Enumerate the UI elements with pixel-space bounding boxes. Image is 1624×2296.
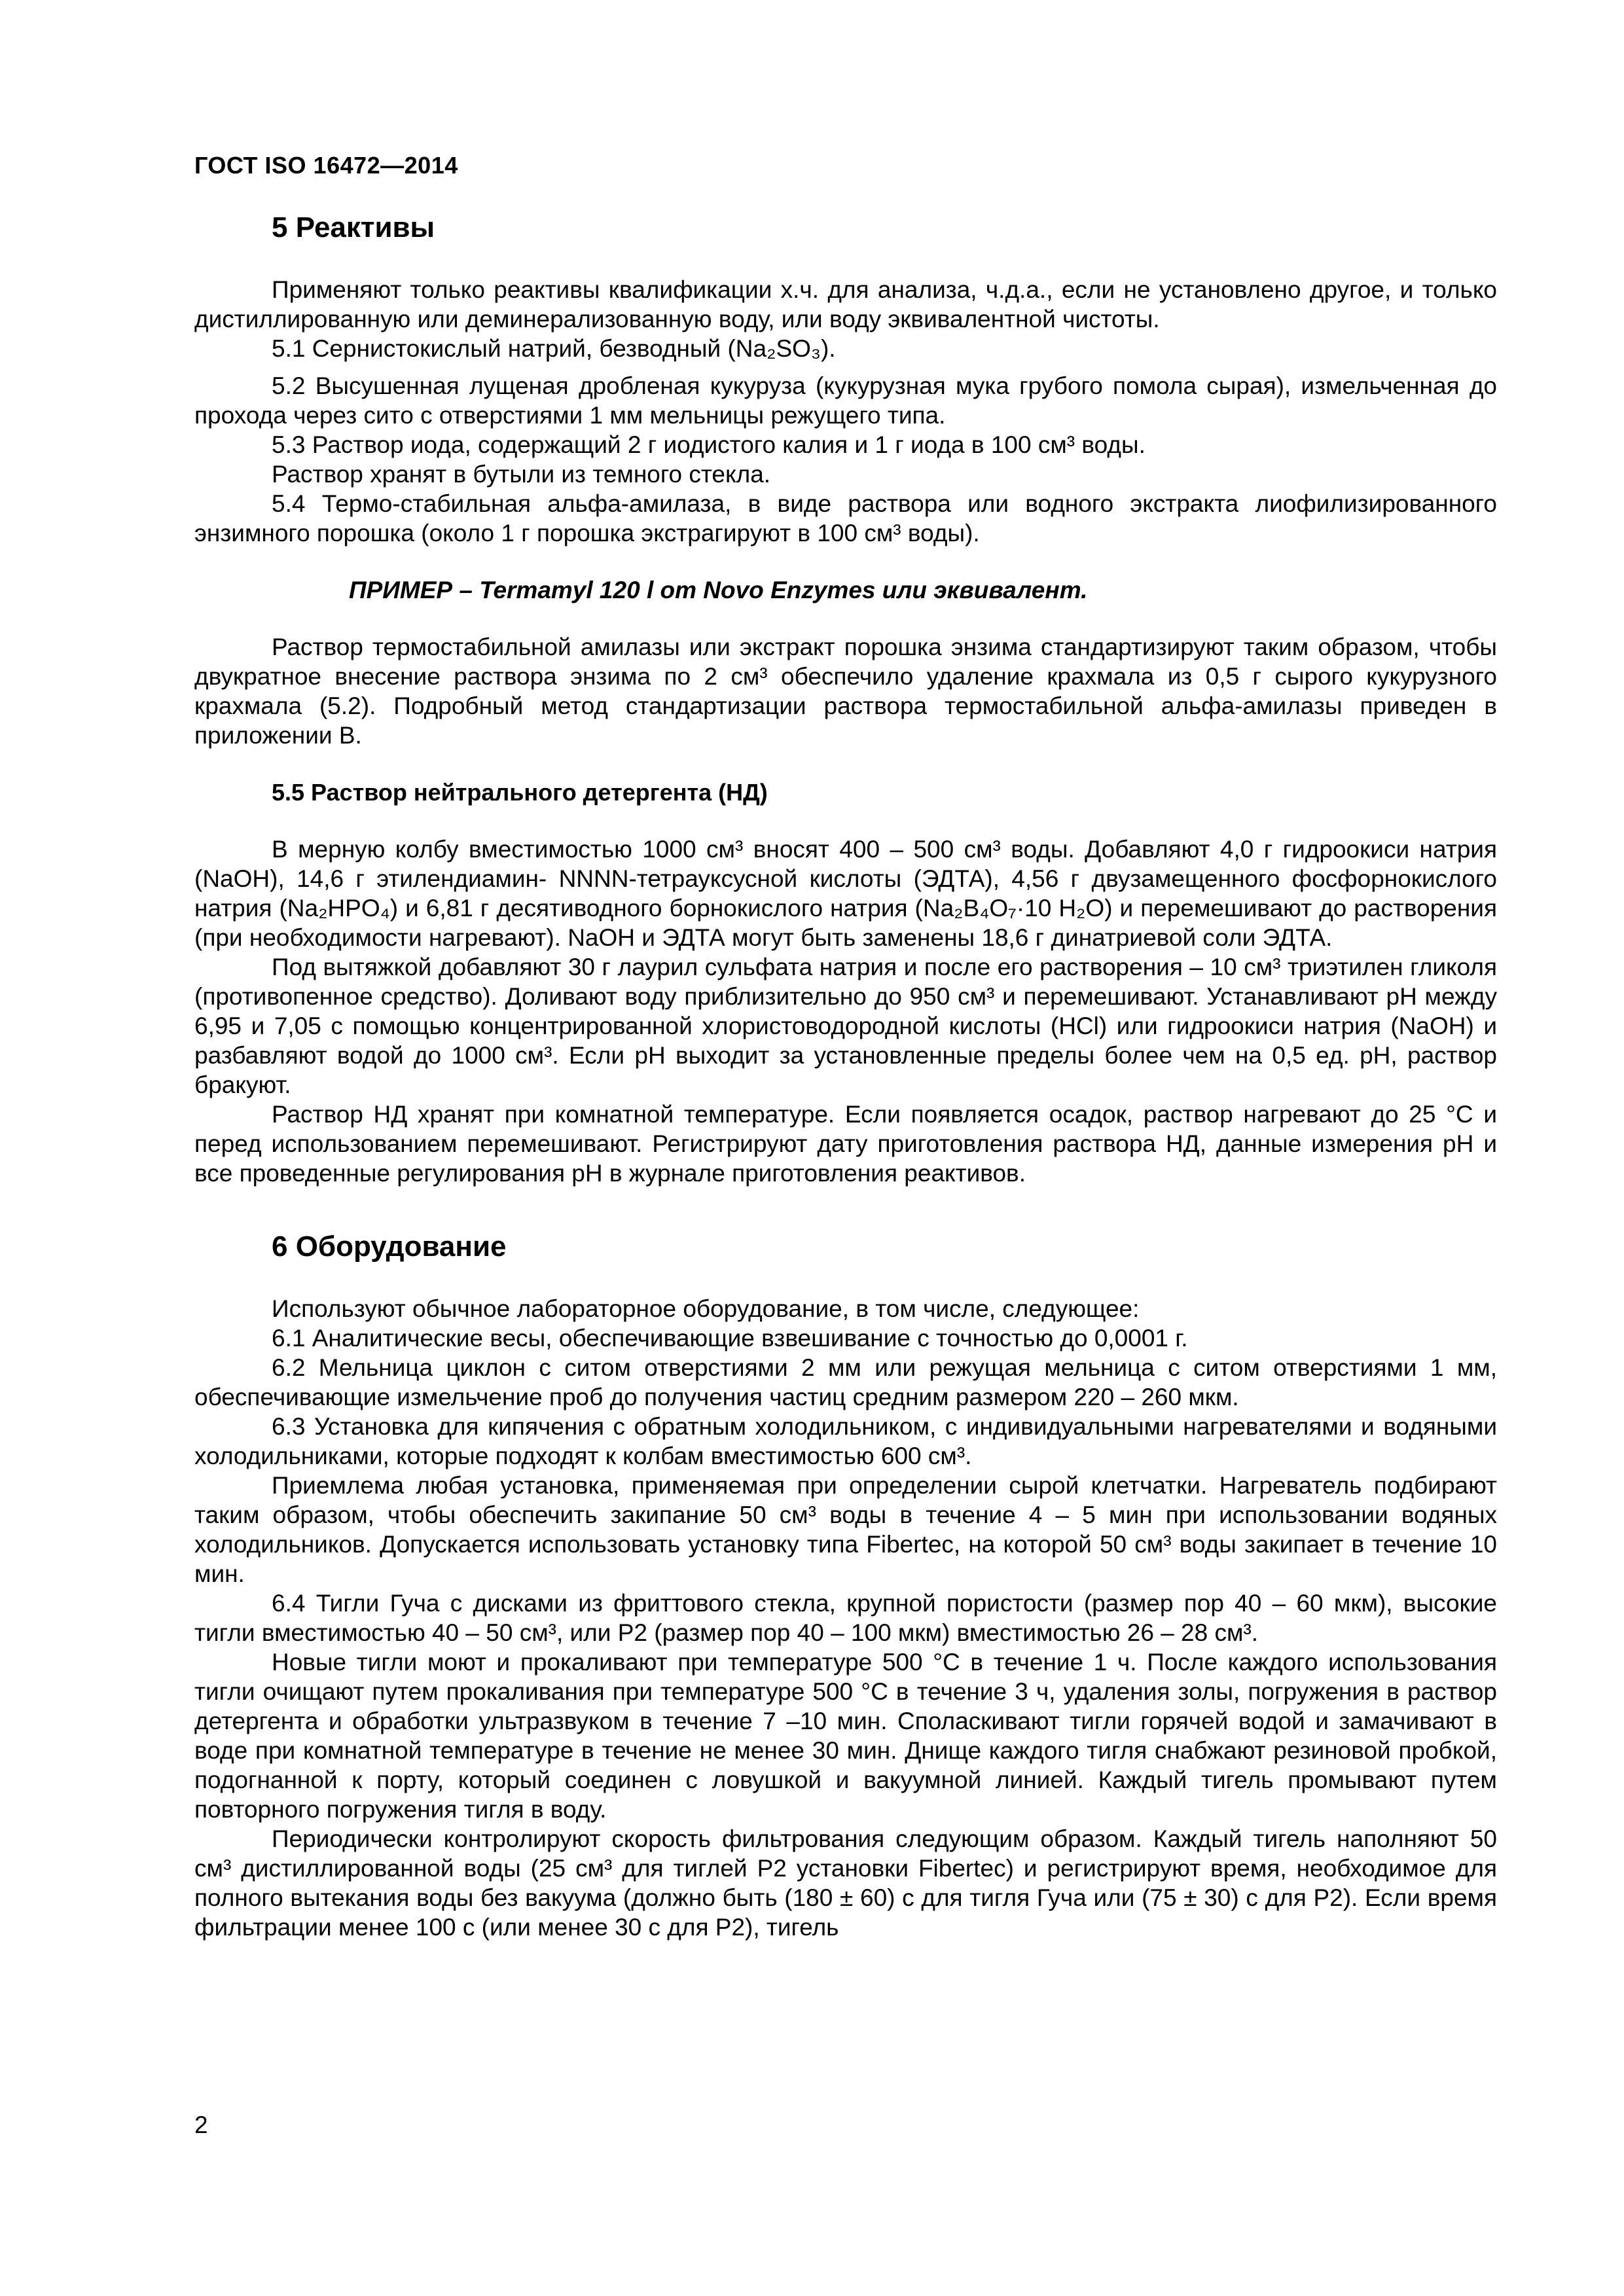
subsection-title-5-5: 5.5 Раствор нейтрального детергента (НД)	[272, 779, 768, 806]
paragraph-equipment-intro: Используют обычное лабораторное оборудование, в том числе, следующее:	[272, 1295, 1140, 1322]
paragraph-6-4-filtration: Периодически контролируют скорость фильтрования следующим образом. Каждый тигель наполняют 50 см³ дистиллированной воды (25 см³ для тиглей P2 установки Fibertec) и регистрируют время, необходимое для полного вытекания воды без вакуума (должно быть (180 ± 60) с для тигля Гуча или (75 ± 30) с для P2). Если время фильтрации менее 100 с (или менее 30 с для P2), тигель	[194, 1825, 1497, 1941]
paragraph-6-2: 6.2 Мельница циклон с ситом отверстиями 2 мм или режущая мельница с ситом отверстиями 1 мм, обеспечивающие измельчение проб до получения частиц средним размером 220 – 260 мкм.	[194, 1354, 1497, 1410]
document-body	[194, 208, 1497, 1942]
paragraph-6-1: 6.1 Аналитические весы, обеспечивающие взвешивание с точностью до 0,0001 г.	[272, 1325, 1188, 1352]
paragraph-6-3: 6.3 Установка для кипячения с обратным холодильником, с индивидуальными нагревателями и водяными холодильниками, которые подходят к колбам вместимостью 600 см³.	[194, 1413, 1497, 1469]
paragraph-reagents-intro: Применяют только реактивы квалификации х.ч. для анализа, ч.д.а., если не установлено другое, и только дистиллированную или деминерализованную воду, или воду эквивалентной чистоты.	[194, 276, 1497, 332]
paragraph-6-4-cleaning: Новые тигли моют и прокаливают при температуре 500 °С в течение 1 ч. После каждого использования тигли очищают путем прокаливания при температуре 500 °С в течение 3 ч, удаления золы, погружения в раствор детергента и обработки ультразвуком в течение 7 –10 мин. Споласкивают тигли горячей водой и замачивают в воде при комнатной температуре в течение не менее 30 мин. Днище каждого тигля снабжают резиновой пробкой, подогнанной к порту, который соединен с ловушкой и вакуумной линией. Каждый тигель промывают путем повторного погружения тигля в воду.	[194, 1649, 1497, 1823]
section-title-equipment: 6 Оборудование	[272, 1230, 507, 1263]
paragraph-5-1: 5.1 Сернистокислый натрий, безводный (Na₂SO₃).	[272, 335, 836, 362]
paragraph-5-5-storage: Раствор НД хранят при комнатной температуре. Если появляется осадок, раствор нагревают до 25 °С и перед использованием перемешивают. Регистрируют дату приготовления раствора НД, данные измерения pH и все проведенные регулирования pH в журнале приготовления реактивов.	[194, 1101, 1497, 1187]
page-number: 2	[194, 2111, 208, 2138]
paragraph-6-3-boiling: Приемлема любая установка, применяемая при определении сырой клетчатки. Нагреватель подбирают таким образом, чтобы обеспечить закипание 50 см³ воды в течение 4 – 5 мин при использовании водяных холодильников. Допускается использовать установку типа Fibertec, на которой 50 см³ воды закипает в течение 10 мин.	[194, 1472, 1497, 1587]
paragraph-5-3-storage: Раствор хранят в бутыли из темного стекла.	[272, 461, 771, 488]
section-title-reagents: 5 Реактивы	[272, 211, 435, 243]
paragraph-6-4: 6.4 Тигли Гуча с дисками из фриттового стекла, крупной пористости (размер пор 40 – 60 мкм), высокие тигли вместимостью 40 – 50 см³, или P2 (размер пор 40 – 100 мкм) вместимостью 26 – 28 см³.	[194, 1590, 1497, 1646]
document-header: ГОСТ ISO 16472—2014	[194, 152, 458, 179]
example-note: ПРИМЕР – Termamyl 120 l от Novo Enzymes или эквивалент.	[349, 577, 1088, 603]
paragraph-5-3: 5.3 Раствор иода, содержащий 2 г иодистого калия и 1 г иода в 100 см³ воды.	[272, 431, 1146, 458]
paragraph-5-2: 5.2 Высушенная лущеная дробленая кукуруза (кукурузная мука грубого помола сырая), измельченная до прохода через сито с отверстиями 1 мм мельницы режущего типа.	[194, 372, 1497, 429]
paragraph-5-4-standardization: Раствор термостабильной амилазы или экстракт порошка энзима стандартизируют таким образом, чтобы двукратное внесение раствора энзима по 2 см³ обеспечило удаление крахмала из 0,5 г сырого кукурузного крахмала (5.2). Подробный метод стандартизации раствора термостабильной альфа-амилазы приведен в приложении В.	[194, 634, 1497, 749]
paragraph-5-4: 5.4 Термо-стабильная альфа-амилаза, в виде раствора или водного экстракта лиофилизированного энзимного порошка (около 1 г порошка экстрагируют в 100 см³ воды).	[194, 490, 1497, 547]
paragraph-5-5-preparation: В мерную колбу вместимостью 1000 см³ вносят 400 – 500 см³ воды. Добавляют 4,0 г гидроокиси натрия (NaOH), 14,6 г этилендиамин- NNNN-тетрауксусной кислоты (ЭДТА), 4,56 г двузамещенного фосфорнокислого натрия (Na₂HPO₄) и 6,81 г десятиводного борнокислого натрия (Na₂B₄O₇·10 H₂O) и перемешивают до растворения (при необходимости нагревают). NaOH и ЭДТА могут быть заменены 18,6 г динатриевой соли ЭДТА.	[194, 836, 1497, 951]
paragraph-5-5-ph: Под вытяжкой добавляют 30 г лаурил сульфата натрия и после его растворения – 10 см³ триэтилен гликоля (противопенное средство). Доливают воду приблизительно до 950 см³ и перемешивают. Устанавливают pH между 6,95 и 7,05 с помощью концентрированной хлористоводородной кислоты (HCl) или гидроокиси натрия (NaOH) и разбавляют водой до 1000 см³. Если pH выходит за установленные пределы более чем на 0,5 ед. pH, раствор бракуют.	[194, 954, 1497, 1098]
